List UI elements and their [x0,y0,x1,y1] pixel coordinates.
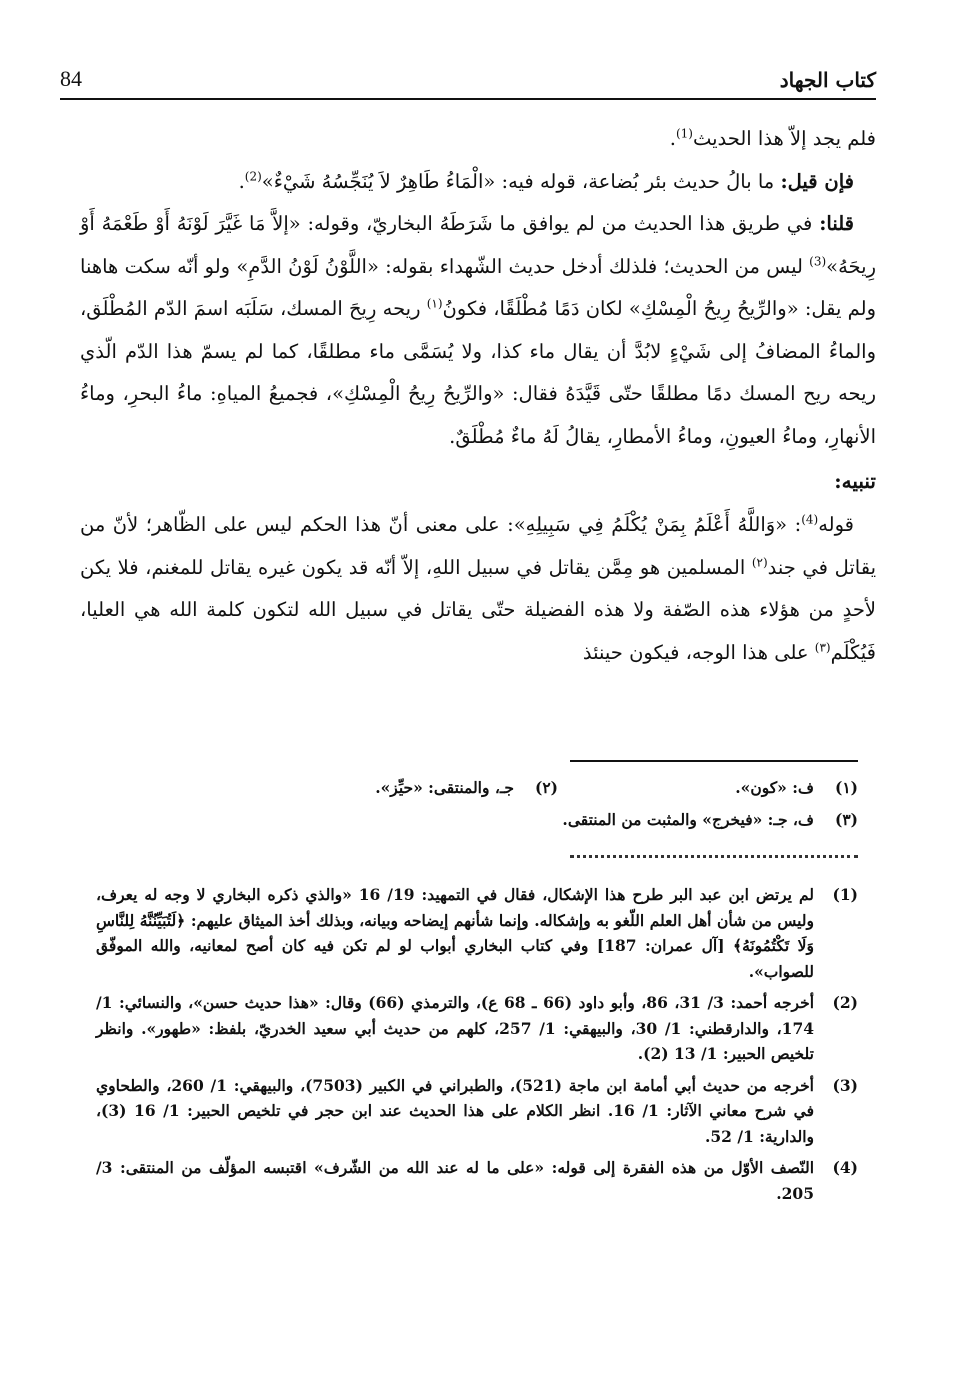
text-run: ما بالُ حديث بئر بُضاعة، قوله فيه: «الْمَاءُ طَاهِرٌ لاَ يُنَجِّسُهُ شَيْءٌ» [261,169,781,193]
paragraph-2 [80,161,876,204]
footnote-ref: (3) [809,254,827,268]
note-number: (1) [832,885,858,904]
page-header [60,58,876,100]
note-number: (3) [832,1075,858,1095]
footnote-ref: (1) [675,126,693,141]
footnote-ref: (4) [801,512,819,527]
note-text: النّصف الأوّل من هذه الفقرة إلى قوله: «على ما له عند الله من الشّرف» اقتبسه المؤلّف من المنتقى: 3/ 205. [96,1158,814,1203]
note-number: (4) [832,1158,858,1177]
manuscript-note [375,772,558,804]
text-run: المسلمين هو مِمَّن يقاتل في سبيل اللهِ، إلاّ أنّه قد يكون غيره يقاتل للمغنم، فلا يكن لأحدٍ من هؤلاء هذه الصّفة ولا هذه الفضيلة حتّى يقاتل في سبيل الله لتكون كلمة الله هي العليا، فَيُكْلَم [80,555,876,664]
editor-note [96,990,858,1067]
editor-note [96,1073,858,1150]
note-text: أخرجه من حديث أبي أمامة ابن ماجة (521)، والطبراني في الكبير (7503)، والبيهقي: 1/ 260، والطحاوي في شرح معاني الآثار: 1/ 16. انظر الكلام على هذا الحديث عند ابن حجر في تلخيص الحبير: 1/ 16 (3)، والدارية: 1/ 52. [96,1075,815,1146]
text-run: . [238,169,245,193]
paragraph-1 [80,118,876,161]
manuscript-note [562,804,858,836]
manuscript-note [558,772,858,804]
footnote-ref: (١) [426,296,443,311]
note-text: جـ، والمنتقى: «حيِّز». [375,778,514,797]
footnote-ref: (٢) [751,555,768,569]
text-run: قوله [818,513,854,536]
note-number: (١) [834,778,858,797]
running-title: كتاب الجهاد [779,68,876,92]
note-number: (2) [832,993,858,1012]
page-number: 84 [60,66,82,91]
text-run: ريحه رِيحَ المسك، سَلَبَه اسمَ الدّم المُطْلَق، والماءُ المضافُ إلى شَيْءٍ لابُدَّ أن يقال ماء كذا، ولا يُسَمَّى ماء مطلقًا، كما لم يسمّ هذا الدّم الّذي ريحه ريح المسك دمًا مطلقًا حتّى قَيَّدَهُ فقال: «والرِّيحُ رِيحُ الْمِسْكِ»، فجميعُ المياهِ: ماءُ البحرِ، وماءُ الأنهارِ، وماءُ العيونِ، وماءُ الأمطارِ، يقالُ لَهُ ماءٌ مُطْلَقٌ. [80,297,876,448]
manuscript-note-row [80,804,858,836]
note-text: ف، جـ: «فيخرج» والمثبت من المنتقى. [562,810,814,829]
lead-word: فإن قيل: [780,169,854,193]
editor-note [96,1155,858,1206]
section-heading: تنبيه: [834,469,876,493]
note-text: ف: «كون». [735,778,814,797]
text-run: فلم يجد إلاّ هذا الحديث [692,127,876,150]
text-run: في طريق هذا الحديث من لم يوافق ما شَرَطَهُ البخاريّ، وقوله: «إلاَّ مَا غَيَّرَ لَوْنَهُ أَوْ طَعْمَهُ أَوْ رِيحَهُ» [80,212,876,278]
text-run: ليس من الحديث؛ فلذلك أدخل حديث الشّهداء بقوله: «اللَّوْنُ لَوْنُ الدَّمِ» ولو أنّه سكت هاهنا ولم يقل: «والرِّيحُ رِيحُ الْمِسْكِ» لكان دَمًا مُطْلَقًا، فكونُ [80,254,877,320]
editor-notes [96,882,858,1212]
text-run: على هذا الوجه، فيكون حينئذ [582,640,815,664]
main-text [80,118,876,674]
lead-word: قلنا: [819,212,854,235]
text-run: . [669,127,676,150]
editor-note [96,882,858,984]
note-text: لم يرتض ابن عبد البر طرح هذا الإشكال، فقال في التمهيد: 19/ 16 «والذي ذكره البخاري لا وجه له يعرف، وليس من شأن أهل العلم اللّغو به وإشكاله. وإنما شأنهم إيضاحه وبيانه، وبذلك أخذ الميثاق عليهم: ﴿لَتُبَيِّنُنَّهُ لِلنَّاسِ وَلَا تَكْتُمُونَهُ﴾ [آل عمران: 187] وفي كتاب البخاري أبواب لو لم تكن فيه كان أصح لمعانيه، والله الموفّق للصواب». [96,885,814,981]
note-number: (٣) [834,810,858,829]
paragraph-3 [80,203,876,458]
manuscript-notes [80,772,858,836]
dotted-separator [570,855,858,858]
text-run: : «وَاللَّهُ أَعْلَمُ بِمَنْ يُكْلَمُ فِي سَبِيلِهِ»: على معنى أنّ هذا الحكم ليس على الظّاهر؛ لأنّ من يقاتل في جند [80,513,876,579]
manuscript-note-row [80,772,858,804]
footnote-ref: (٣) [814,640,831,654]
note-number: (٢) [534,778,558,797]
footnote-divider [570,760,858,762]
note-text: أخرجه أحمد: 3/ 31، 86، وأبو داود (66 ـ 68 ع)، والترمذي (66) وقال: «هذا حديث حسن»، والنسائي: 1/ 174، والدارقطني: 1/ 30، والبيهقي: 1/ 257، كلهم من حديث أبي سعيد الخدريّ، بلفظ: «طهور». وانظر تلخيص الحبير: 1/ 13 (2). [96,993,815,1063]
paragraph-4 [80,504,876,674]
footnote-ref: (2) [244,169,262,183]
